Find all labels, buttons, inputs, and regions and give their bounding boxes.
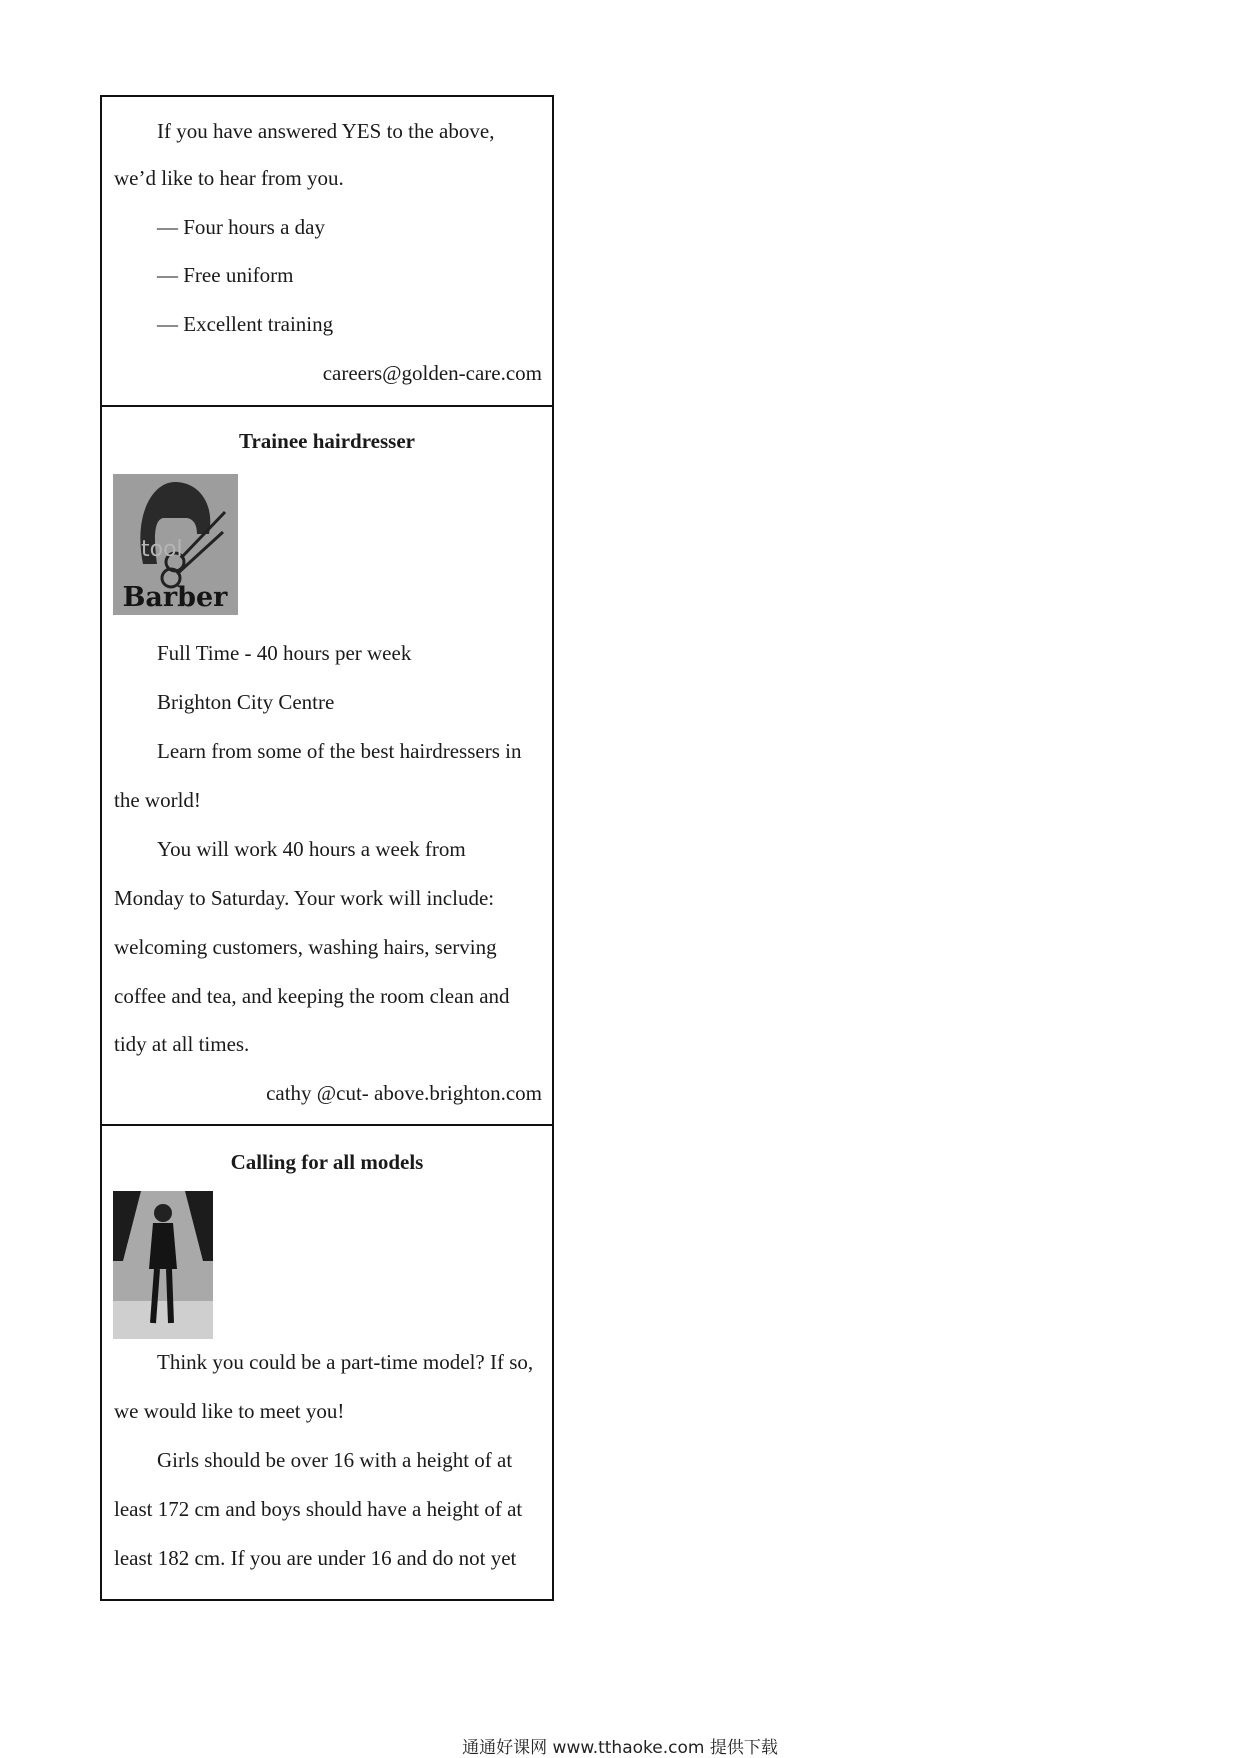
job-hours: Full Time - 40 hours per week (157, 641, 412, 665)
desc-line: coffee and tea, and keeping the room clean and (114, 984, 510, 1008)
job-ads-table (100, 95, 554, 1601)
desc-line: welcoming customers, washing hairs, serving (114, 935, 497, 959)
ad-models (102, 1126, 552, 1599)
benefit-item: — Excellent training (157, 312, 334, 336)
desc-line: the world! (114, 788, 201, 812)
intro-line: we’d like to hear from you. (114, 166, 344, 190)
desc-line: tidy at all times. (114, 1032, 250, 1056)
model-photo (113, 1191, 213, 1339)
intro-line: If you have answered YES to the above, (157, 119, 495, 143)
contact-email: careers@golden-care.com (322, 361, 542, 385)
desc-line: Think you could be a part-time model? If so, (157, 1350, 534, 1374)
job-location: Brighton City Centre (157, 690, 335, 714)
barber-logo-text: Barber (122, 582, 228, 613)
ad-trainee-hairdresser (102, 407, 552, 1126)
desc-line: least 182 cm. If you are under 16 and do not yet (114, 1546, 517, 1570)
benefit-item: — Free uniform (157, 263, 294, 287)
page-footer: 通通好课网 www.tthaoke.com 提供下载 (462, 1738, 778, 1758)
desc-line: Girls should be over 16 with a height of at (157, 1448, 513, 1472)
contact-email: cathy @cut- above.brighton.com (266, 1081, 542, 1105)
ad-title: Trainee hairdresser (239, 429, 415, 453)
ad-title: Calling for all models (230, 1150, 424, 1174)
desc-line: least 172 cm and boys should have a height of at (114, 1497, 523, 1521)
desc-line: Learn from some of the best hairdressers in (157, 739, 522, 763)
ad-golden-care (102, 97, 552, 407)
svg-text:tool: tool (141, 537, 183, 562)
desc-line: You will work 40 hours a week from (157, 837, 466, 861)
barber-logo-image (113, 474, 238, 615)
desc-line: Monday to Saturday. Your work will include: (114, 886, 495, 910)
scissors-icon (113, 474, 238, 615)
benefit-item: — Four hours a day (157, 215, 325, 239)
desc-line: we would like to meet you! (114, 1399, 345, 1423)
model-figure-icon (113, 1191, 213, 1339)
